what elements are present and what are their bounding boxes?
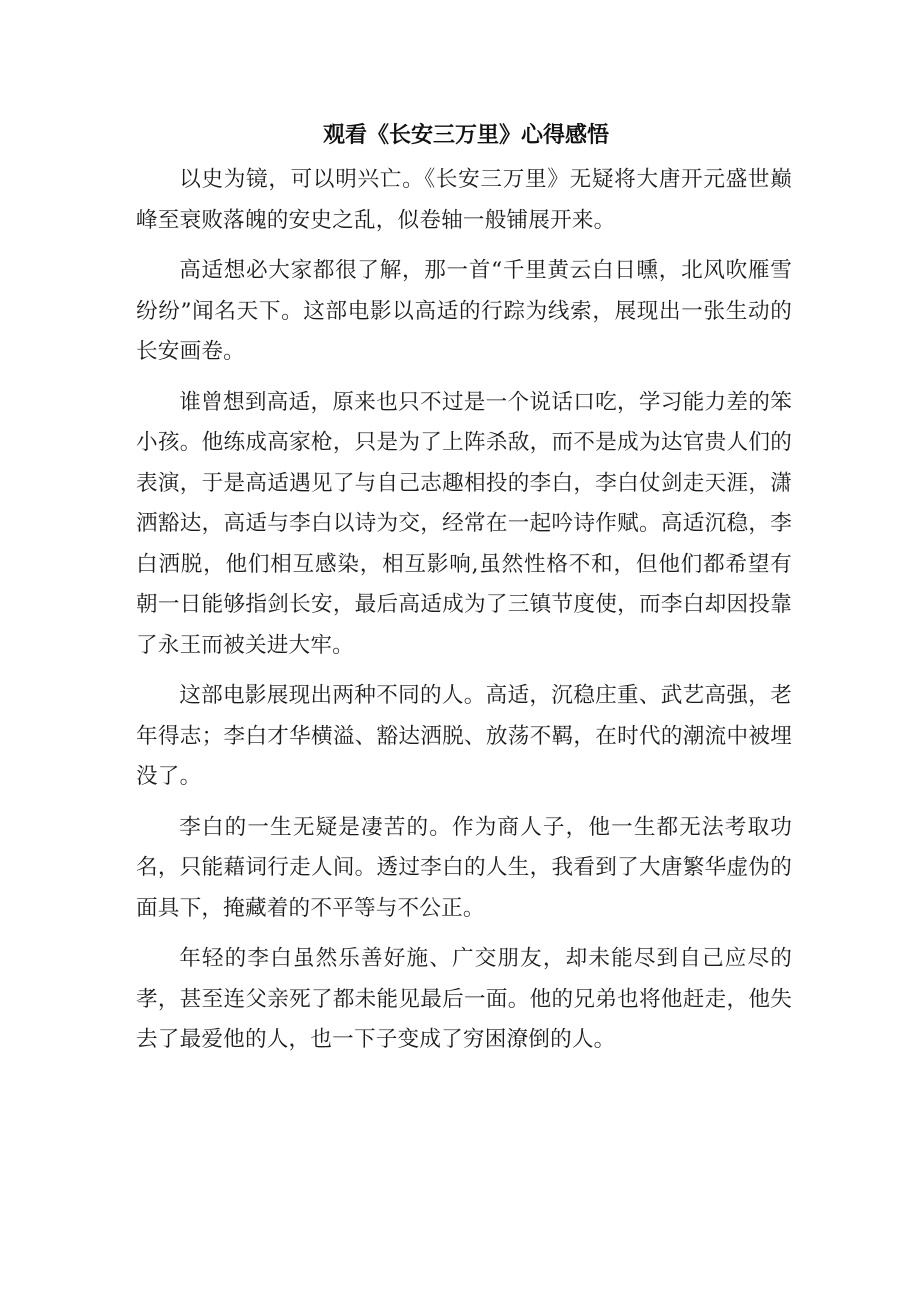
paragraph-5: 李白的一生无疑是凄苦的。作为商人子，他一生都无法考取功名，只能藉词行走人间。透过李白的人生，我看到了大唐繁华虚伪的面具下，掩藏着的不平等与不公正。 — [136, 814, 792, 921]
paragraph-3: 谁曾想到高适，原来也只不过是一个说话口吃，学习能力差的笨小孩。他练成高家枪，只是为了上阵杀敌，而不是成为达官贵人们的表演，于是高适遇见了与自己志趣相投的李白，李白仗剑走天涯，潇洒豁达，高适与李白以诗为交，经常在一起吟诗作赋。高适沉稳，李白洒脱，他们相互感染，相互影响,虽然性格不和，但他们都希望有朝一日能够指剑长安，最后高适成为了三镇节度使，而李白却因投靠了永王而被关进大牢。 — [136, 389, 792, 658]
document-title: 观看《长安三万里》心得感悟 — [322, 123, 609, 148]
paragraph-2: 高适想必大家都很了解，那一首“千里黄云白日曛，北风吹雁雪纷纷”闻名天下。这部电影以高适的行踪为线索，展现出一张生动的长安画卷。 — [136, 258, 792, 364]
paragraph-1: 以史为镜，可以明兴亡。《长安三万里》无疑将大唐开元盛世巅峰至衰败落魄的安史之乱，似卷轴一般铺展开来。 — [136, 167, 792, 233]
paragraph-6: 年轻的李白虽然乐善好施、广交朋友，却未能尽到自己应尽的孝，甚至连父亲死了都未能见最后一面。他的兄弟也将他赶走，他失去了最爱他的人，也一下子变成了穷困潦倒的人。 — [136, 946, 792, 1052]
paragraph-4: 这部电影展现出两种不同的人。高适，沉稳庄重、武艺高强，老年得志；李白才华横溢、豁达洒脱、放荡不羁，在时代的潮流中被埋没了。 — [136, 683, 792, 789]
